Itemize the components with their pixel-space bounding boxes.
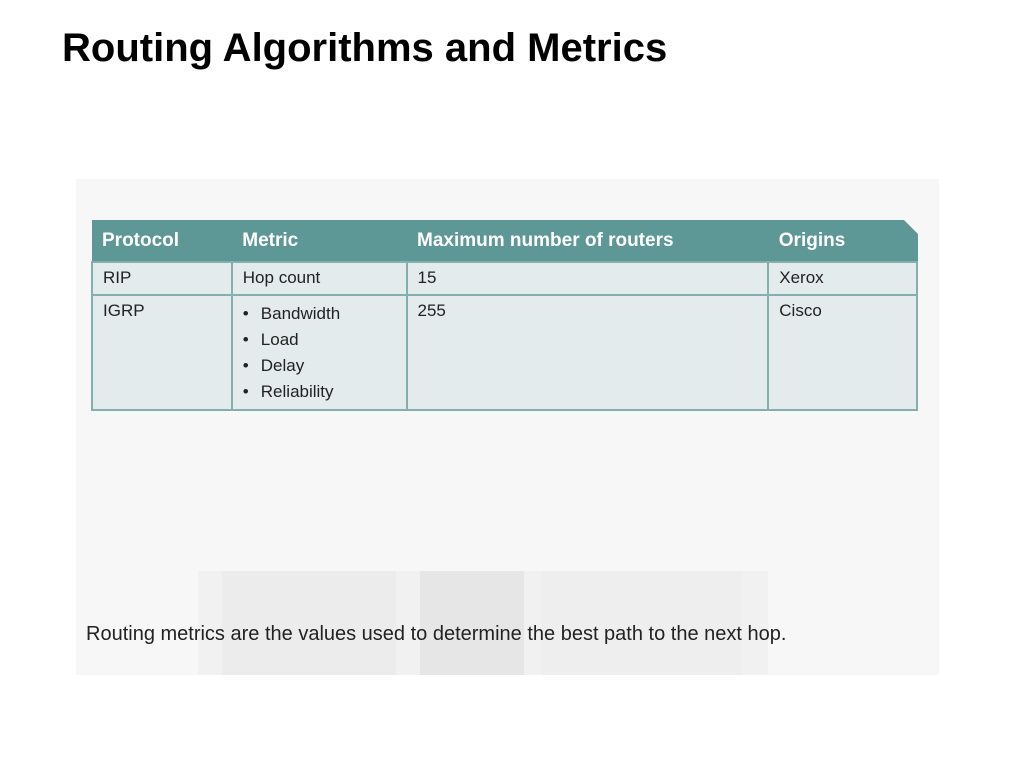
bullet-icon: • xyxy=(242,356,249,375)
metric-label: Bandwidth xyxy=(260,304,341,323)
bullet-icon: • xyxy=(242,304,249,323)
cell-metric: Hop count xyxy=(232,262,407,295)
figure-panel xyxy=(76,179,939,675)
metric-label: Reliability xyxy=(260,382,334,401)
metric-label: Delay xyxy=(260,356,305,375)
table-row xyxy=(92,295,917,410)
header-metric: Metric xyxy=(232,220,407,262)
metric-list-item xyxy=(243,301,396,327)
metric-list-item xyxy=(243,353,396,379)
metric-list-item xyxy=(243,327,396,353)
header-corner-notch xyxy=(904,220,920,236)
cell-protocol: IGRP xyxy=(92,295,232,410)
cell-origin: Xerox xyxy=(768,262,917,295)
cell-metric xyxy=(232,295,407,410)
metric-label: Load xyxy=(260,330,299,349)
protocol-table-container xyxy=(91,220,920,411)
cell-max-routers: 255 xyxy=(407,295,769,410)
slide-title: Routing Algorithms and Metrics xyxy=(62,26,668,70)
table-row xyxy=(92,262,917,295)
cell-protocol: RIP xyxy=(92,262,232,295)
figure-caption: Routing metrics are the values used to determine the best path to the next hop. xyxy=(86,623,787,645)
header-origins: Origins xyxy=(768,220,917,262)
cell-origin: Cisco xyxy=(768,295,917,410)
metric-list-item xyxy=(243,379,396,405)
metric-list xyxy=(243,301,396,405)
header-protocol: Protocol xyxy=(92,220,232,262)
table-header-row xyxy=(92,220,917,262)
header-max-routers: Maximum number of routers xyxy=(407,220,769,262)
cell-max-routers: 15 xyxy=(407,262,769,295)
bullet-icon: • xyxy=(242,382,249,401)
bullet-icon: • xyxy=(242,330,249,349)
protocol-metrics-table xyxy=(91,220,918,411)
